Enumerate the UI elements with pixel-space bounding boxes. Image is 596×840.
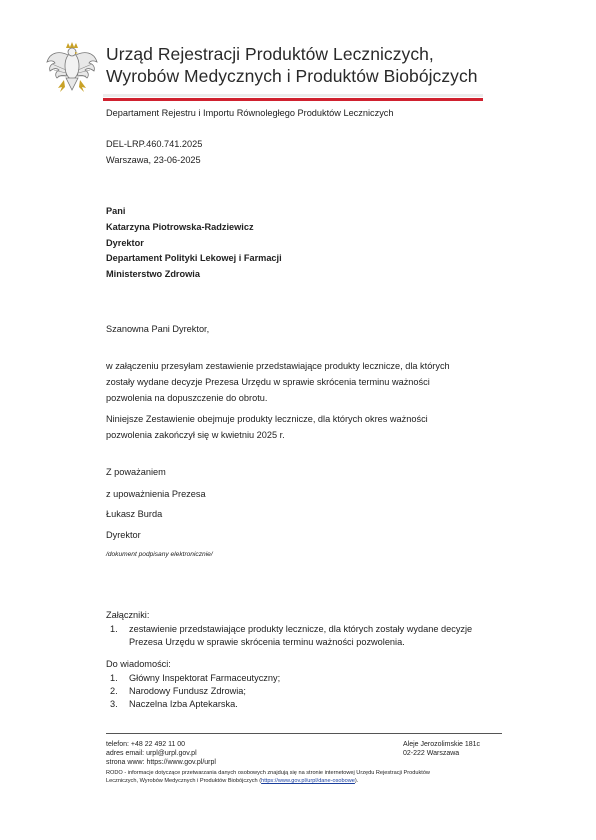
signer-role: Dyrektor [106,530,141,540]
addressee-title: Pani [106,206,126,216]
distribution-heading: Do wiadomości: [106,659,171,669]
rodo-line-2 [106,777,506,785]
distribution-number: 1. [110,673,118,683]
closing: Z poważaniem [106,467,166,477]
rodo-line-1: RODO - informacje dotyczące przetwarzania danych osobowych znajdują się na stronie internetowej Urzędu Rejestracji Produktów [106,770,430,776]
distribution-item: Główny Inspektorat Farmaceutyczny; [129,673,281,683]
footer-address-line-2: 02-222 Warszawa [403,750,460,757]
addressee-position: Dyrektor [106,238,144,248]
distribution-number: 3. [110,699,118,709]
addressee-department: Departament Polityki Lekowej i Farmacji [106,253,282,263]
attachment-number: 1. [110,624,118,634]
place-date: Warszawa, 23-06-2025 [106,155,201,165]
flag-stripe-red [103,98,483,101]
rodo-line-2-prefix: Leczniczych, Wyrobów Medycznych i Produktów Biobójczych ( [106,778,262,784]
paragraph-2-line-1: Niniejsze Zestawienie obejmuje produkty lecznicze, dla których okres ważności [106,414,428,424]
e-signature-note: /dokument podpisany elektronicznie/ [106,551,213,558]
paragraph-1-line-2: zostały wydane decyzje Prezesa Urzędu w sprawie skrócenia terminu ważności [106,377,430,387]
footer-www: strona www: https://www.gov.pl/urpl [106,759,216,766]
polish-eagle-emblem-icon [46,42,98,100]
distribution-item: Narodowy Fundusz Zdrowia; [129,686,246,696]
attachment-item-line-2: Prezesa Urzędu w sprawie skrócenia terminu ważności pozwolenia. [129,637,405,647]
footer-email: adres email: urpl@urpl.gov.pl [106,750,197,757]
institution-name-line2: Wyrobów Medycznych i Produktów Biobójczych [106,66,478,86]
paragraph-1-line-1: w załączeniu przesyłam zestawienie przedstawiające produkty lecznicze, dla których [106,361,450,371]
addressee-ministry: Ministerstwo Zdrowia [106,269,200,279]
letter-greeting: Szanowna Pani Dyrektor, [106,324,210,334]
on-behalf: z upoważnienia Prezesa [106,489,206,499]
attachments-heading: Załączniki: [106,610,150,620]
footer-rodo-notice [106,769,506,785]
signer-name: Łukasz Burda [106,509,163,519]
rodo-line-2-suffix: ). [354,778,359,784]
reference-number: DEL-LRP.460.741.2025 [106,139,203,149]
distribution-item: Naczelna Izba Aptekarska. [129,699,238,709]
attachment-item-line-1: zestawienie przedstawiające produkty lecznicze, dla których zostały wydane decyzje [129,624,473,634]
footer-phone: telefon: +48 22 492 11 00 [106,741,186,748]
addressee-name: Katarzyna Piotrowska-Radziewicz [106,222,254,232]
footer-address-line-1: Aleje Jerozolimskie 181c [403,741,481,748]
institution-name-line1: Urząd Rejestracji Produktów Leczniczych, [106,44,434,64]
distribution-number: 2. [110,686,118,696]
footer-divider [106,733,502,734]
department-name: Departament Rejestru i Importu Równoległego Produktów Leczniczych [106,108,394,118]
paragraph-1-line-3: pozwolenia na dopuszczenie do obrotu. [106,393,268,403]
flag-stripe-white [103,94,483,97]
rodo-link[interactable]: https://www.gov.pl/urpl/dane-osobowe [261,778,355,784]
paragraph-2-line-2: pozwolenia zakończył się w kwietniu 2025 r. [106,430,285,440]
